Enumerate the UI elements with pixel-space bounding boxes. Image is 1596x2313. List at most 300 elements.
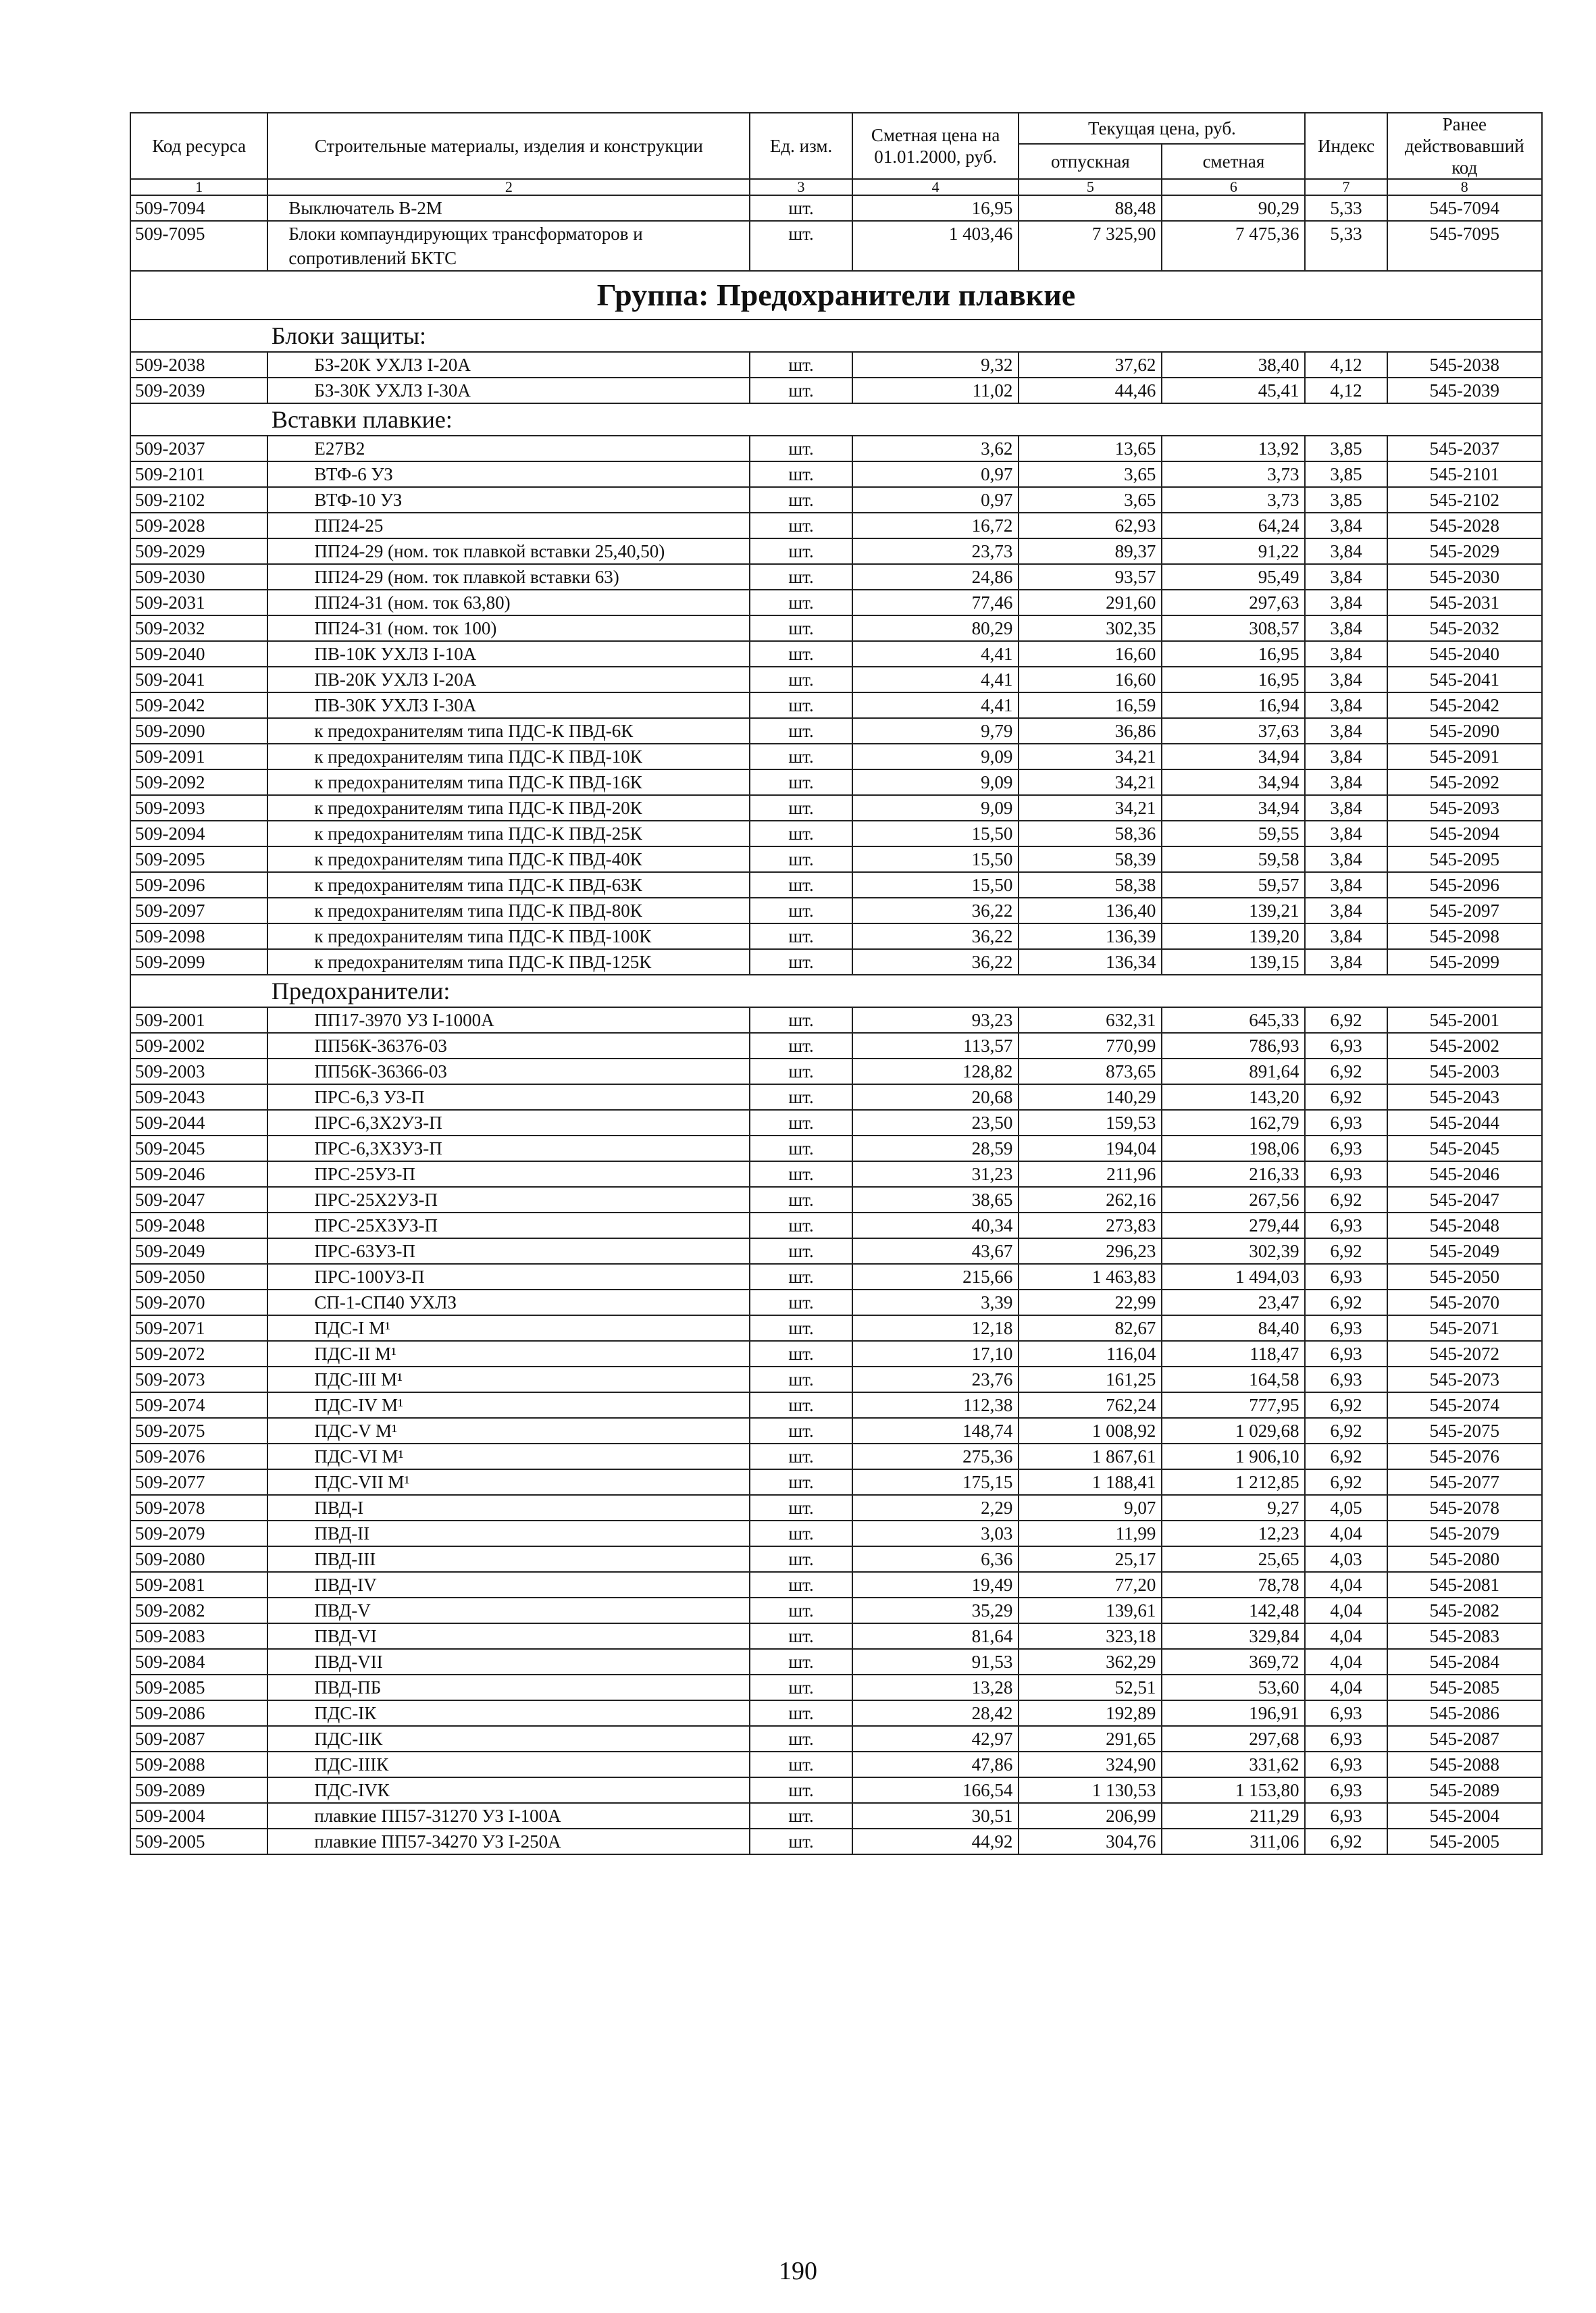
release-price: 82,67 — [1019, 1315, 1162, 1341]
price-index: 4,03 — [1305, 1546, 1387, 1572]
price-index: 3,84 — [1305, 795, 1387, 821]
resource-code: 509-2077 — [130, 1469, 267, 1495]
unit: шт. — [750, 1084, 852, 1110]
subsection-row — [130, 320, 1542, 352]
estimate-price: 84,40 — [1162, 1315, 1305, 1341]
resource-code: 509-2085 — [130, 1675, 267, 1700]
item-name: к предохранителям типа ПДС-К ПВД-40К — [267, 846, 750, 872]
item-name: ПП17-3970 УЗ I-1000А — [267, 1007, 750, 1033]
price-index: 6,93 — [1305, 1752, 1387, 1777]
column-number: 7 — [1305, 179, 1387, 195]
price-2000: 9,32 — [852, 352, 1019, 378]
column-number: 5 — [1019, 179, 1162, 195]
release-price: 362,29 — [1019, 1649, 1162, 1675]
estimate-price: 13,92 — [1162, 436, 1305, 461]
item-name: ПВД-IV — [267, 1572, 750, 1598]
resource-code: 509-2031 — [130, 590, 267, 615]
item-name: ПДС-VI М¹ — [267, 1444, 750, 1469]
table-row — [130, 615, 1542, 641]
previous-code: 545-2037 — [1387, 436, 1542, 461]
table-row — [130, 1675, 1542, 1700]
price-index: 6,92 — [1305, 1059, 1387, 1084]
release-price: 116,04 — [1019, 1341, 1162, 1367]
resource-code: 509-2075 — [130, 1418, 267, 1444]
header-unit: Ед. изм. — [750, 113, 852, 179]
resource-code: 509-2002 — [130, 1033, 267, 1059]
table-row — [130, 564, 1542, 590]
resource-code: 509-2072 — [130, 1341, 267, 1367]
price-2000: 3,62 — [852, 436, 1019, 461]
previous-code: 545-2029 — [1387, 538, 1542, 564]
previous-code: 545-2081 — [1387, 1572, 1542, 1598]
table-row — [130, 195, 1542, 221]
table-row — [130, 1752, 1542, 1777]
release-price: 44,46 — [1019, 378, 1162, 403]
table-row — [130, 1649, 1542, 1675]
estimate-price: 297,63 — [1162, 590, 1305, 615]
previous-code: 545-2102 — [1387, 487, 1542, 513]
price-2000: 9,09 — [852, 769, 1019, 795]
estimate-price: 329,84 — [1162, 1623, 1305, 1649]
price-index: 6,93 — [1305, 1213, 1387, 1238]
price-index: 6,93 — [1305, 1136, 1387, 1161]
table-row — [130, 1803, 1542, 1829]
previous-code: 545-2038 — [1387, 352, 1542, 378]
unit: шт. — [750, 1803, 852, 1829]
table-row — [130, 1367, 1542, 1392]
release-price: 16,60 — [1019, 641, 1162, 667]
price-index: 6,92 — [1305, 1469, 1387, 1495]
price-index: 3,84 — [1305, 718, 1387, 744]
price-2000: 3,39 — [852, 1290, 1019, 1315]
header-name: Строительные материалы, изделия и конструкции — [267, 113, 750, 179]
previous-code: 545-2084 — [1387, 1649, 1542, 1675]
unit: шт. — [750, 1700, 852, 1726]
unit: шт. — [750, 1367, 852, 1392]
previous-code: 545-2097 — [1387, 898, 1542, 923]
estimate-price: 90,29 — [1162, 195, 1305, 221]
resource-code: 509-2048 — [130, 1213, 267, 1238]
estimate-price: 891,64 — [1162, 1059, 1305, 1084]
estimate-price: 34,94 — [1162, 744, 1305, 769]
table-row — [130, 1161, 1542, 1187]
table-row — [130, 1495, 1542, 1521]
item-name: ПДС-IIIК — [267, 1752, 750, 1777]
previous-code: 545-2049 — [1387, 1238, 1542, 1264]
table-row — [130, 795, 1542, 821]
item-name: ВТФ-10 УЗ — [267, 487, 750, 513]
estimate-price: 645,33 — [1162, 1007, 1305, 1033]
item-name: ПВД-V — [267, 1598, 750, 1623]
price-2000: 31,23 — [852, 1161, 1019, 1187]
group-row — [130, 271, 1542, 320]
item-name: ПП56К-36376-03 — [267, 1033, 750, 1059]
item-name: ПДС-IК — [267, 1700, 750, 1726]
price-2000: 4,41 — [852, 667, 1019, 692]
price-index: 6,93 — [1305, 1315, 1387, 1341]
unit: шт. — [750, 744, 852, 769]
price-index: 3,84 — [1305, 564, 1387, 590]
price-index: 6,92 — [1305, 1418, 1387, 1444]
estimate-price: 211,29 — [1162, 1803, 1305, 1829]
table-row — [130, 1033, 1542, 1059]
unit: шт. — [750, 1418, 852, 1444]
unit: шт. — [750, 1675, 852, 1700]
unit: шт. — [750, 1161, 852, 1187]
price-index: 3,84 — [1305, 898, 1387, 923]
table-row — [130, 1238, 1542, 1264]
estimate-price: 59,58 — [1162, 846, 1305, 872]
release-price: 62,93 — [1019, 513, 1162, 538]
estimate-price: 12,23 — [1162, 1521, 1305, 1546]
item-name: ПДС-VII М¹ — [267, 1469, 750, 1495]
item-name: к предохранителям типа ПДС-К ПВД-10К — [267, 744, 750, 769]
previous-code: 545-2087 — [1387, 1726, 1542, 1752]
previous-code: 545-2041 — [1387, 667, 1542, 692]
release-price: 34,21 — [1019, 744, 1162, 769]
price-index: 4,04 — [1305, 1572, 1387, 1598]
table-row — [130, 1726, 1542, 1752]
price-index: 6,93 — [1305, 1726, 1387, 1752]
price-2000: 93,23 — [852, 1007, 1019, 1033]
item-name: к предохранителям типа ПДС-К ПВД-80К — [267, 898, 750, 923]
unit: шт. — [750, 436, 852, 461]
item-name: к предохранителям типа ПДС-К ПВД-100К — [267, 923, 750, 949]
release-price: 77,20 — [1019, 1572, 1162, 1598]
price-index: 3,84 — [1305, 538, 1387, 564]
item-name: ПРС-6,3 УЗ-П — [267, 1084, 750, 1110]
price-index: 4,05 — [1305, 1495, 1387, 1521]
header-code: Код ресурса — [130, 113, 267, 179]
price-index: 4,12 — [1305, 352, 1387, 378]
estimate-price: 3,73 — [1162, 487, 1305, 513]
previous-code: 545-2089 — [1387, 1777, 1542, 1803]
previous-code: 545-2039 — [1387, 378, 1542, 403]
price-index: 4,04 — [1305, 1521, 1387, 1546]
price-2000: 12,18 — [852, 1315, 1019, 1341]
unit: шт. — [750, 1290, 852, 1315]
unit: шт. — [750, 1238, 852, 1264]
table-row — [130, 744, 1542, 769]
release-price: 11,99 — [1019, 1521, 1162, 1546]
price-2000: 44,92 — [852, 1829, 1019, 1854]
price-2000: 47,86 — [852, 1752, 1019, 1777]
unit: шт. — [750, 615, 852, 641]
price-2000: 215,66 — [852, 1264, 1019, 1290]
resource-code: 509-2047 — [130, 1187, 267, 1213]
resource-code: 509-7095 — [130, 221, 267, 271]
unit: шт. — [750, 590, 852, 615]
unit: шт. — [750, 1444, 852, 1469]
price-index: 6,93 — [1305, 1777, 1387, 1803]
estimate-price: 279,44 — [1162, 1213, 1305, 1238]
unit: шт. — [750, 1777, 852, 1803]
table-row — [130, 1700, 1542, 1726]
unit: шт. — [750, 513, 852, 538]
estimate-price: 196,91 — [1162, 1700, 1305, 1726]
unit: шт. — [750, 872, 852, 898]
item-name: ПРС-25Х3УЗ-П — [267, 1213, 750, 1238]
table-row — [130, 1290, 1542, 1315]
column-number: 8 — [1387, 179, 1542, 195]
item-name: ПП24-29 (ном. ток плавкой вставки 63) — [267, 564, 750, 590]
unit: шт. — [750, 538, 852, 564]
unit: шт. — [750, 1187, 852, 1213]
price-2000: 16,72 — [852, 513, 1019, 538]
resource-code: 509-2090 — [130, 718, 267, 744]
release-price: 762,24 — [1019, 1392, 1162, 1418]
unit: шт. — [750, 1264, 852, 1290]
price-index: 6,93 — [1305, 1110, 1387, 1136]
previous-code: 545-2090 — [1387, 718, 1542, 744]
release-price: 140,29 — [1019, 1084, 1162, 1110]
release-price: 58,36 — [1019, 821, 1162, 846]
price-2000: 3,03 — [852, 1521, 1019, 1546]
item-name: ПДС-V М¹ — [267, 1418, 750, 1444]
table-row — [130, 1546, 1542, 1572]
estimate-price: 267,56 — [1162, 1187, 1305, 1213]
release-price: 34,21 — [1019, 795, 1162, 821]
table-header-row — [130, 113, 1542, 144]
unit: шт. — [750, 378, 852, 403]
release-price: 3,65 — [1019, 461, 1162, 487]
table-row — [130, 1777, 1542, 1803]
item-name: ПП24-31 (ном. ток 100) — [267, 615, 750, 641]
release-price: 161,25 — [1019, 1367, 1162, 1392]
release-price: 3,65 — [1019, 487, 1162, 513]
item-name: к предохранителям типа ПДС-К ПВД-25К — [267, 821, 750, 846]
price-index: 3,84 — [1305, 744, 1387, 769]
table-row — [130, 923, 1542, 949]
resource-code: 509-7094 — [130, 195, 267, 221]
subsection-row — [130, 403, 1542, 436]
price-index: 3,84 — [1305, 513, 1387, 538]
price-2000: 0,97 — [852, 487, 1019, 513]
resource-code: 509-2045 — [130, 1136, 267, 1161]
price-index: 3,84 — [1305, 949, 1387, 975]
unit: шт. — [750, 1546, 852, 1572]
estimate-price: 139,21 — [1162, 898, 1305, 923]
previous-code: 545-2002 — [1387, 1033, 1542, 1059]
table-row — [130, 846, 1542, 872]
item-name: ПДС-I М¹ — [267, 1315, 750, 1341]
estimate-price: 1 906,10 — [1162, 1444, 1305, 1469]
resource-code: 509-2044 — [130, 1110, 267, 1136]
item-name: ПП24-25 — [267, 513, 750, 538]
table-row — [130, 692, 1542, 718]
estimate-price: 216,33 — [1162, 1161, 1305, 1187]
unit: шт. — [750, 898, 852, 923]
table-row — [130, 1598, 1542, 1623]
previous-code: 545-2086 — [1387, 1700, 1542, 1726]
table-row — [130, 821, 1542, 846]
price-index: 4,04 — [1305, 1675, 1387, 1700]
estimate-price: 162,79 — [1162, 1110, 1305, 1136]
release-price: 291,65 — [1019, 1726, 1162, 1752]
unit: шт. — [750, 1059, 852, 1084]
resource-code: 509-2050 — [130, 1264, 267, 1290]
resource-code: 509-2032 — [130, 615, 267, 641]
price-2000: 4,41 — [852, 692, 1019, 718]
page-number: 190 — [779, 2257, 817, 2285]
previous-code: 545-2031 — [1387, 590, 1542, 615]
unit: шт. — [750, 1649, 852, 1675]
price-2000: 9,79 — [852, 718, 1019, 744]
header-estimate-price: сметная — [1162, 144, 1305, 179]
price-2000: 36,22 — [852, 949, 1019, 975]
unit: шт. — [750, 923, 852, 949]
price-2000: 77,46 — [852, 590, 1019, 615]
price-2000: 175,15 — [852, 1469, 1019, 1495]
price-index: 6,93 — [1305, 1367, 1387, 1392]
resource-code: 509-2089 — [130, 1777, 267, 1803]
resource-code: 509-2098 — [130, 923, 267, 949]
item-name: ПП56К-36366-03 — [267, 1059, 750, 1084]
table-row — [130, 898, 1542, 923]
previous-code: 545-2044 — [1387, 1110, 1542, 1136]
previous-code: 545-2050 — [1387, 1264, 1542, 1290]
previous-code: 545-2095 — [1387, 846, 1542, 872]
subsection-title: Вставки плавкие: — [130, 403, 1542, 436]
item-name: ПВД-VII — [267, 1649, 750, 1675]
price-index: 3,84 — [1305, 846, 1387, 872]
estimate-price: 53,60 — [1162, 1675, 1305, 1700]
estimate-price: 38,40 — [1162, 352, 1305, 378]
previous-code: 545-2079 — [1387, 1521, 1542, 1546]
release-price: 22,99 — [1019, 1290, 1162, 1315]
price-index: 6,92 — [1305, 1444, 1387, 1469]
price-index: 6,92 — [1305, 1187, 1387, 1213]
resource-code: 509-2097 — [130, 898, 267, 923]
release-price: 136,40 — [1019, 898, 1162, 923]
release-price: 1 008,92 — [1019, 1418, 1162, 1444]
price-index: 3,84 — [1305, 923, 1387, 949]
resource-code: 509-2030 — [130, 564, 267, 590]
estimate-price: 37,63 — [1162, 718, 1305, 744]
resource-code: 509-2084 — [130, 1649, 267, 1675]
unit: шт. — [750, 1598, 852, 1623]
resource-code: 509-2087 — [130, 1726, 267, 1752]
table-row — [130, 872, 1542, 898]
price-2000: 36,22 — [852, 898, 1019, 923]
subsection-title: Предохранители: — [130, 975, 1542, 1007]
release-price: 291,60 — [1019, 590, 1162, 615]
resource-code: 509-2039 — [130, 378, 267, 403]
price-index: 3,84 — [1305, 769, 1387, 795]
price-2000: 4,41 — [852, 641, 1019, 667]
previous-code: 545-2048 — [1387, 1213, 1542, 1238]
previous-code: 545-2077 — [1387, 1469, 1542, 1495]
resource-code: 509-2091 — [130, 744, 267, 769]
unit: шт. — [750, 1829, 852, 1854]
estimate-price: 369,72 — [1162, 1649, 1305, 1675]
previous-code: 545-2076 — [1387, 1444, 1542, 1469]
unit: шт. — [750, 564, 852, 590]
resource-code: 509-2028 — [130, 513, 267, 538]
table-row — [130, 1213, 1542, 1238]
column-number: 3 — [750, 179, 852, 195]
price-index: 5,33 — [1305, 195, 1387, 221]
previous-code: 545-2094 — [1387, 821, 1542, 846]
unit: шт. — [750, 821, 852, 846]
estimate-price: 777,95 — [1162, 1392, 1305, 1418]
item-name: ПВД-II — [267, 1521, 750, 1546]
resource-code: 509-2083 — [130, 1623, 267, 1649]
table-row — [130, 769, 1542, 795]
price-2000: 1 403,46 — [852, 221, 1019, 271]
estimate-price: 142,48 — [1162, 1598, 1305, 1623]
resource-code: 509-2086 — [130, 1700, 267, 1726]
unit: шт. — [750, 1726, 852, 1752]
estimate-price: 7 475,36 — [1162, 221, 1305, 271]
resource-code: 509-2074 — [130, 1392, 267, 1418]
unit: шт. — [750, 1110, 852, 1136]
estimate-price: 308,57 — [1162, 615, 1305, 641]
price-index: 6,93 — [1305, 1341, 1387, 1367]
estimate-price: 1 029,68 — [1162, 1418, 1305, 1444]
resource-code: 509-2005 — [130, 1829, 267, 1854]
previous-code: 545-2101 — [1387, 461, 1542, 487]
previous-code: 545-2078 — [1387, 1495, 1542, 1521]
estimate-price: 25,65 — [1162, 1546, 1305, 1572]
item-name: к предохранителям типа ПДС-К ПВД-16К — [267, 769, 750, 795]
release-price: 304,76 — [1019, 1829, 1162, 1854]
release-price: 632,31 — [1019, 1007, 1162, 1033]
release-price: 58,39 — [1019, 846, 1162, 872]
item-name: ПП24-29 (ном. ток плавкой вставки 25,40,50) — [267, 538, 750, 564]
table-row — [130, 667, 1542, 692]
estimate-price: 164,58 — [1162, 1367, 1305, 1392]
table-row — [130, 1187, 1542, 1213]
resource-code: 509-2079 — [130, 1521, 267, 1546]
price-2000: 91,53 — [852, 1649, 1019, 1675]
resource-code: 509-2102 — [130, 487, 267, 513]
resource-code: 509-2043 — [130, 1084, 267, 1110]
table-row — [130, 1444, 1542, 1469]
price-2000: 275,36 — [852, 1444, 1019, 1469]
price-index: 3,84 — [1305, 615, 1387, 641]
resource-code: 509-2041 — [130, 667, 267, 692]
item-name: ПВД-VI — [267, 1623, 750, 1649]
estimate-price: 1 153,80 — [1162, 1777, 1305, 1803]
unit: шт. — [750, 692, 852, 718]
table-row — [130, 1136, 1542, 1161]
resource-code: 509-2092 — [130, 769, 267, 795]
item-name: БЗ-20К УХЛЗ I-20А — [267, 352, 750, 378]
item-name: ПДС-IIК — [267, 1726, 750, 1752]
release-price: 159,53 — [1019, 1110, 1162, 1136]
estimate-price: 23,47 — [1162, 1290, 1305, 1315]
item-name: ПВ-10К УХЛЗ I-10А — [267, 641, 750, 667]
previous-code: 545-2043 — [1387, 1084, 1542, 1110]
previous-code: 545-2032 — [1387, 615, 1542, 641]
item-name: ПВД-ПБ — [267, 1675, 750, 1700]
price-index: 6,93 — [1305, 1803, 1387, 1829]
price-index: 6,92 — [1305, 1290, 1387, 1315]
table-row — [130, 436, 1542, 461]
price-index: 4,04 — [1305, 1598, 1387, 1623]
column-number: 2 — [267, 179, 750, 195]
unit: шт. — [750, 1495, 852, 1521]
item-name: ВТФ-6 УЗ — [267, 461, 750, 487]
previous-code: 545-2028 — [1387, 513, 1542, 538]
unit: шт. — [750, 352, 852, 378]
unit: шт. — [750, 1521, 852, 1546]
price-2000: 113,57 — [852, 1033, 1019, 1059]
price-index: 6,93 — [1305, 1161, 1387, 1187]
estimate-price: 34,94 — [1162, 769, 1305, 795]
price-table-sheet — [130, 112, 1543, 1855]
